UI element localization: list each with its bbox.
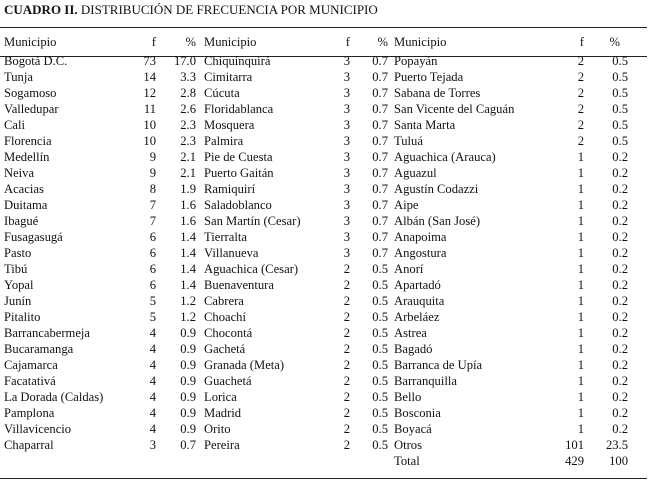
municipio-cell: Pasto bbox=[4, 246, 32, 260]
frequency-cell: 10 bbox=[143, 134, 156, 148]
municipio-cell: Ibagué bbox=[4, 214, 39, 228]
header-f: f bbox=[345, 35, 350, 49]
frequency-cell: 2 bbox=[577, 118, 584, 132]
municipio-cell: Junín bbox=[4, 294, 32, 308]
municipio-cell: Villavicencio bbox=[4, 422, 72, 436]
frequency-cell: 1 bbox=[577, 214, 584, 228]
municipio-cell: Astrea bbox=[394, 326, 427, 340]
percent-cell: 0.2 bbox=[612, 230, 628, 244]
frequency-cell: 3 bbox=[343, 246, 350, 260]
table-row bbox=[4, 149, 644, 165]
frequency-cell: 8 bbox=[149, 182, 156, 196]
frequency-cell: 3 bbox=[343, 70, 350, 84]
municipio-cell: Neiva bbox=[4, 166, 35, 180]
municipio-cell: Villanueva bbox=[204, 246, 259, 260]
municipio-cell: Guachetá bbox=[204, 374, 252, 388]
percent-cell: 0.2 bbox=[612, 326, 628, 340]
percent-cell: 23.5 bbox=[605, 438, 628, 452]
municipio-cell: Madrid bbox=[204, 406, 242, 420]
percent-cell: 0.2 bbox=[612, 390, 628, 404]
percent-cell: 2.6 bbox=[180, 102, 196, 116]
municipio-cell: Pitalito bbox=[4, 310, 41, 324]
frequency-cell: 3 bbox=[343, 214, 350, 228]
municipio-cell: Cúcuta bbox=[204, 86, 240, 100]
percent-cell: 0.2 bbox=[612, 342, 628, 356]
frequency-cell: 6 bbox=[149, 230, 156, 244]
municipio-cell: Floridablanca bbox=[204, 102, 274, 116]
municipio-cell: San Vicente del Caguán bbox=[394, 102, 515, 116]
table-row bbox=[4, 341, 644, 357]
municipio-cell: Duitama bbox=[4, 198, 48, 212]
frequency-cell: 429 bbox=[565, 454, 584, 468]
percent-cell: 1.9 bbox=[180, 182, 196, 196]
percent-cell: 1.4 bbox=[180, 278, 196, 292]
frequency-cell: 4 bbox=[149, 422, 156, 436]
frequency-cell: 3 bbox=[149, 438, 156, 452]
municipio-cell: Bello bbox=[394, 390, 422, 404]
municipio-cell: Total bbox=[394, 454, 420, 468]
header-f: f bbox=[151, 35, 156, 49]
frequency-cell: 1 bbox=[577, 230, 584, 244]
percent-cell: 0.9 bbox=[180, 390, 196, 404]
percent-cell: 2.3 bbox=[180, 118, 196, 132]
frequency-cell: 3 bbox=[343, 182, 350, 196]
percent-cell: 0.5 bbox=[372, 294, 388, 308]
percent-cell: 0.5 bbox=[372, 406, 388, 420]
municipio-cell: Barrancabermeja bbox=[4, 326, 90, 340]
percent-cell: 0.5 bbox=[372, 358, 388, 372]
table-row bbox=[4, 405, 644, 421]
frequency-cell: 9 bbox=[149, 166, 156, 180]
percent-cell: 0.7 bbox=[372, 102, 388, 116]
percent-cell: 0.9 bbox=[180, 406, 196, 420]
percent-cell: 0.5 bbox=[372, 278, 388, 292]
table-row bbox=[4, 325, 644, 341]
percent-cell: 0.2 bbox=[612, 150, 628, 164]
municipio-cell: Lorica bbox=[204, 390, 237, 404]
municipio-cell: Cabrera bbox=[204, 294, 244, 308]
frequency-cell: 1 bbox=[577, 342, 584, 356]
top-rule bbox=[0, 27, 647, 28]
percent-cell: 0.2 bbox=[612, 278, 628, 292]
header-f: f bbox=[579, 35, 584, 49]
municipio-cell: Angostura bbox=[394, 246, 447, 260]
percent-cell: 0.2 bbox=[612, 310, 628, 324]
caption-title: DISTRIBUCIÓN DE FRECUENCIA POR MUNICIPIO bbox=[77, 2, 378, 17]
frequency-cell: 101 bbox=[565, 438, 584, 452]
table-row bbox=[4, 85, 644, 101]
table-row bbox=[4, 213, 644, 229]
percent-cell: 2.1 bbox=[180, 166, 196, 180]
frequency-cell: 4 bbox=[149, 374, 156, 388]
frequency-cell: 2 bbox=[343, 438, 350, 452]
frequency-cell: 1 bbox=[577, 150, 584, 164]
bottom-rule bbox=[0, 478, 647, 479]
table-row bbox=[4, 277, 644, 293]
frequency-cell: 2 bbox=[343, 406, 350, 420]
percent-cell: 17.0 bbox=[173, 54, 196, 68]
percent-cell: 0.5 bbox=[612, 70, 628, 84]
header-pct: % bbox=[377, 35, 388, 49]
municipio-cell: Otros bbox=[394, 438, 422, 452]
municipio-cell: Pie de Cuesta bbox=[204, 150, 273, 164]
municipio-cell: Aguazul bbox=[394, 166, 437, 180]
header-pct: % bbox=[185, 35, 196, 49]
municipio-cell: Fusagasugá bbox=[4, 230, 63, 244]
frequency-cell: 7 bbox=[149, 198, 156, 212]
frequency-cell: 1 bbox=[577, 182, 584, 196]
frequency-cell: 1 bbox=[577, 166, 584, 180]
percent-cell: 0.9 bbox=[180, 326, 196, 340]
percent-cell: 0.7 bbox=[372, 70, 388, 84]
percent-cell: 0.2 bbox=[612, 246, 628, 260]
percent-cell: 0.7 bbox=[372, 246, 388, 260]
table-row bbox=[4, 437, 644, 453]
percent-cell: 0.2 bbox=[612, 422, 628, 436]
municipio-cell: Palmira bbox=[204, 134, 244, 148]
municipio-cell: Valledupar bbox=[4, 102, 59, 116]
table-row bbox=[4, 69, 644, 85]
percent-cell: 0.5 bbox=[372, 390, 388, 404]
municipio-cell: San Martín (Cesar) bbox=[204, 214, 301, 228]
frequency-cell: 3 bbox=[343, 230, 350, 244]
municipio-cell: Saladoblanco bbox=[204, 198, 272, 212]
frequency-cell: 4 bbox=[149, 390, 156, 404]
percent-cell: 0.7 bbox=[372, 118, 388, 132]
frequency-cell: 2 bbox=[343, 342, 350, 356]
percent-cell: 0.2 bbox=[612, 406, 628, 420]
frequency-cell: 6 bbox=[149, 262, 156, 276]
frequency-cell: 2 bbox=[343, 374, 350, 388]
percent-cell: 0.9 bbox=[180, 342, 196, 356]
percent-cell: 0.2 bbox=[612, 214, 628, 228]
frequency-cell: 3 bbox=[343, 118, 350, 132]
municipio-cell: Popayán bbox=[394, 54, 438, 68]
municipio-cell: Gachetá bbox=[204, 342, 246, 356]
table-row bbox=[4, 133, 644, 149]
percent-cell: 0.5 bbox=[372, 438, 388, 452]
frequency-cell: 1 bbox=[577, 422, 584, 436]
header-pct: % bbox=[609, 35, 620, 49]
percent-cell: 0.7 bbox=[372, 214, 388, 228]
percent-cell: 2.1 bbox=[180, 150, 196, 164]
percent-cell: 0.9 bbox=[180, 374, 196, 388]
municipio-cell: Facatativá bbox=[4, 374, 56, 388]
frequency-cell: 3 bbox=[343, 166, 350, 180]
caption-label: CUADRO II. bbox=[4, 2, 78, 17]
percent-cell: 0.7 bbox=[372, 230, 388, 244]
frequency-cell: 2 bbox=[343, 358, 350, 372]
municipio-cell: Santa Marta bbox=[394, 118, 456, 132]
table-row bbox=[4, 197, 644, 213]
percent-cell: 0.5 bbox=[612, 134, 628, 148]
frequency-cell: 3 bbox=[343, 102, 350, 116]
percent-cell: 0.5 bbox=[372, 374, 388, 388]
frequency-cell: 2 bbox=[577, 134, 584, 148]
frequency-cell: 2 bbox=[577, 54, 584, 68]
frequency-cell: 6 bbox=[149, 278, 156, 292]
percent-cell bbox=[350, 453, 394, 469]
frequency-table bbox=[4, 31, 644, 469]
frequency-cell: 5 bbox=[149, 310, 156, 324]
percent-cell: 1.4 bbox=[180, 246, 196, 260]
municipio-cell: Bosconia bbox=[394, 406, 441, 420]
percent-cell: 1.2 bbox=[180, 294, 196, 308]
frequency-cell: 1 bbox=[577, 198, 584, 212]
frequency-cell: 3 bbox=[343, 134, 350, 148]
percent-cell: 1.4 bbox=[180, 262, 196, 276]
municipio-cell: Agustín Codazzi bbox=[394, 182, 479, 196]
frequency-cell: 1 bbox=[577, 390, 584, 404]
percent-cell: 0.2 bbox=[612, 358, 628, 372]
table-row bbox=[4, 261, 644, 277]
percent-cell: 0.2 bbox=[612, 294, 628, 308]
municipio-cell: Puerto Gaitán bbox=[204, 166, 274, 180]
percent-cell: 0.5 bbox=[372, 326, 388, 340]
municipio-cell: Barranca de Upía bbox=[394, 358, 483, 372]
frequency-cell: 2 bbox=[577, 86, 584, 100]
frequency-cell: 10 bbox=[143, 118, 156, 132]
table-row bbox=[4, 373, 644, 389]
municipio-cell: Chocontá bbox=[204, 326, 253, 340]
table-row bbox=[4, 453, 644, 469]
table-row bbox=[4, 165, 644, 181]
frequency-cell: 5 bbox=[149, 294, 156, 308]
municipio-cell: Pereira bbox=[204, 438, 240, 452]
municipio-cell: Yopal bbox=[4, 278, 34, 292]
municipio-cell: Anapoima bbox=[394, 230, 447, 244]
municipio-cell: Bucaramanga bbox=[4, 342, 74, 356]
table-row bbox=[4, 245, 644, 261]
frequency-cell: 1 bbox=[577, 278, 584, 292]
table-row bbox=[4, 357, 644, 373]
table-row bbox=[4, 421, 644, 437]
percent-cell: 0.2 bbox=[612, 262, 628, 276]
frequency-cell: 3 bbox=[343, 54, 350, 68]
percent-cell: 0.5 bbox=[612, 54, 628, 68]
percent-cell: 1.2 bbox=[180, 310, 196, 324]
header-row bbox=[4, 31, 644, 53]
frequency-cell: 1 bbox=[577, 358, 584, 372]
header-municipio: Municipio bbox=[204, 35, 257, 49]
frequency-cell: 3 bbox=[343, 86, 350, 100]
municipio-cell: Florencia bbox=[4, 134, 52, 148]
table-row bbox=[4, 181, 644, 197]
municipio-cell: Aipe bbox=[394, 198, 419, 212]
header-municipio: Municipio bbox=[4, 35, 57, 49]
frequency-cell bbox=[114, 453, 156, 469]
municipio-cell: Arbeláez bbox=[394, 310, 440, 324]
percent-cell: 0.7 bbox=[372, 182, 388, 196]
municipio-cell: Barranquilla bbox=[394, 374, 457, 388]
frequency-cell: 4 bbox=[149, 342, 156, 356]
municipio-cell: Albán (San José) bbox=[394, 214, 481, 228]
frequency-cell: 1 bbox=[577, 246, 584, 260]
municipio-cell: Puerto Tejada bbox=[394, 70, 464, 84]
frequency-cell: 7 bbox=[149, 214, 156, 228]
frequency-cell: 1 bbox=[577, 310, 584, 324]
percent-cell: 1.6 bbox=[180, 198, 196, 212]
percent-cell: 0.5 bbox=[372, 262, 388, 276]
frequency-cell: 2 bbox=[343, 422, 350, 436]
frequency-cell: 73 bbox=[143, 54, 156, 68]
municipio-cell: Tunja bbox=[4, 70, 33, 84]
municipio-cell: Orito bbox=[204, 422, 231, 436]
frequency-cell: 2 bbox=[343, 310, 350, 324]
frequency-cell: 2 bbox=[577, 70, 584, 84]
frequency-cell: 1 bbox=[577, 406, 584, 420]
municipio-cell: Boyacá bbox=[394, 422, 432, 436]
frequency-cell: 11 bbox=[143, 102, 156, 116]
frequency-cell: 1 bbox=[577, 262, 584, 276]
frequency-cell: 2 bbox=[343, 326, 350, 340]
percent-cell: 100 bbox=[609, 454, 628, 468]
percent-cell: 0.5 bbox=[612, 102, 628, 116]
table-row bbox=[4, 229, 644, 245]
percent-cell: 0.7 bbox=[372, 86, 388, 100]
percent-cell: 0.2 bbox=[612, 182, 628, 196]
municipio-cell: Bogotá D.C. bbox=[4, 54, 68, 68]
municipio-cell: Ramiquirí bbox=[204, 182, 256, 196]
percent-cell: 1.4 bbox=[180, 230, 196, 244]
municipio-cell: Medellín bbox=[4, 150, 50, 164]
municipio-cell bbox=[204, 453, 316, 469]
municipio-cell: Mosquera bbox=[204, 118, 255, 132]
table-row bbox=[4, 389, 644, 405]
municipio-cell: La Dorada (Caldas) bbox=[4, 390, 104, 404]
frequency-cell: 2 bbox=[343, 390, 350, 404]
municipio-cell: Tierralta bbox=[204, 230, 247, 244]
frequency-cell: 3 bbox=[343, 150, 350, 164]
municipio-cell: Cali bbox=[4, 118, 25, 132]
frequency-cell: 14 bbox=[143, 70, 156, 84]
frequency-cell: 4 bbox=[149, 358, 156, 372]
percent-cell: 0.7 bbox=[372, 134, 388, 148]
header-municipio: Municipio bbox=[394, 35, 447, 49]
frequency-cell: 2 bbox=[343, 294, 350, 308]
percent-cell bbox=[156, 453, 204, 469]
percent-cell: 0.5 bbox=[372, 422, 388, 436]
municipio-cell bbox=[4, 453, 114, 469]
percent-cell: 2.3 bbox=[180, 134, 196, 148]
table-row bbox=[4, 117, 644, 133]
municipio-cell: Anorí bbox=[394, 262, 424, 276]
table-row bbox=[4, 53, 644, 69]
percent-cell: 0.2 bbox=[612, 374, 628, 388]
percent-cell: 0.7 bbox=[372, 54, 388, 68]
municipio-cell: Aguachica (Arauca) bbox=[394, 150, 496, 164]
percent-cell: 1.6 bbox=[180, 214, 196, 228]
percent-cell: 0.2 bbox=[612, 198, 628, 212]
municipio-cell: Cajamarca bbox=[4, 358, 58, 372]
frequency-cell: 3 bbox=[343, 198, 350, 212]
frequency-cell: 6 bbox=[149, 246, 156, 260]
table-caption bbox=[4, 2, 378, 18]
municipio-cell: Tuluá bbox=[394, 134, 423, 148]
percent-cell: 3.3 bbox=[180, 70, 196, 84]
municipio-cell: Bagadó bbox=[394, 342, 433, 356]
table-row bbox=[4, 101, 644, 117]
municipio-cell: Aguachica (Cesar) bbox=[204, 262, 299, 276]
municipio-cell: Choachí bbox=[204, 310, 246, 324]
municipio-cell: Arauquita bbox=[394, 294, 445, 308]
percent-cell: 0.5 bbox=[372, 310, 388, 324]
frequency-cell: 4 bbox=[149, 326, 156, 340]
percent-cell: 0.5 bbox=[612, 86, 628, 100]
frequency-cell bbox=[316, 453, 350, 469]
municipio-cell: Apartadó bbox=[394, 278, 441, 292]
frequency-cell: 2 bbox=[577, 102, 584, 116]
municipio-cell: Cimitarra bbox=[204, 70, 253, 84]
municipio-cell: Acacias bbox=[4, 182, 44, 196]
percent-cell: 0.7 bbox=[372, 150, 388, 164]
municipio-cell: Granada (Meta) bbox=[204, 358, 285, 372]
percent-cell: 0.2 bbox=[612, 166, 628, 180]
municipio-cell: Chaparral bbox=[4, 438, 54, 452]
municipio-cell: Pamplona bbox=[4, 406, 55, 420]
frequency-cell: 2 bbox=[343, 262, 350, 276]
municipio-cell: Chiquinquirá bbox=[204, 54, 271, 68]
municipio-cell: Sogamoso bbox=[4, 86, 57, 100]
municipio-cell: Tibú bbox=[4, 262, 28, 276]
table-row bbox=[4, 293, 644, 309]
frequency-cell: 1 bbox=[577, 374, 584, 388]
frequency-cell: 9 bbox=[149, 150, 156, 164]
percent-cell: 0.9 bbox=[180, 422, 196, 436]
percent-cell: 0.5 bbox=[372, 342, 388, 356]
municipio-cell: Buenaventura bbox=[204, 278, 274, 292]
municipio-cell: Sabana de Torres bbox=[394, 86, 481, 100]
frequency-cell: 2 bbox=[343, 278, 350, 292]
percent-cell: 0.5 bbox=[612, 118, 628, 132]
percent-cell: 0.7 bbox=[180, 438, 196, 452]
percent-cell: 0.7 bbox=[372, 198, 388, 212]
frequency-cell: 1 bbox=[577, 326, 584, 340]
percent-cell: 0.7 bbox=[372, 166, 388, 180]
percent-cell: 2.8 bbox=[180, 86, 196, 100]
percent-cell: 0.9 bbox=[180, 358, 196, 372]
frequency-cell: 12 bbox=[143, 86, 156, 100]
frequency-cell: 4 bbox=[149, 406, 156, 420]
frequency-cell: 1 bbox=[577, 294, 584, 308]
table-row bbox=[4, 309, 644, 325]
